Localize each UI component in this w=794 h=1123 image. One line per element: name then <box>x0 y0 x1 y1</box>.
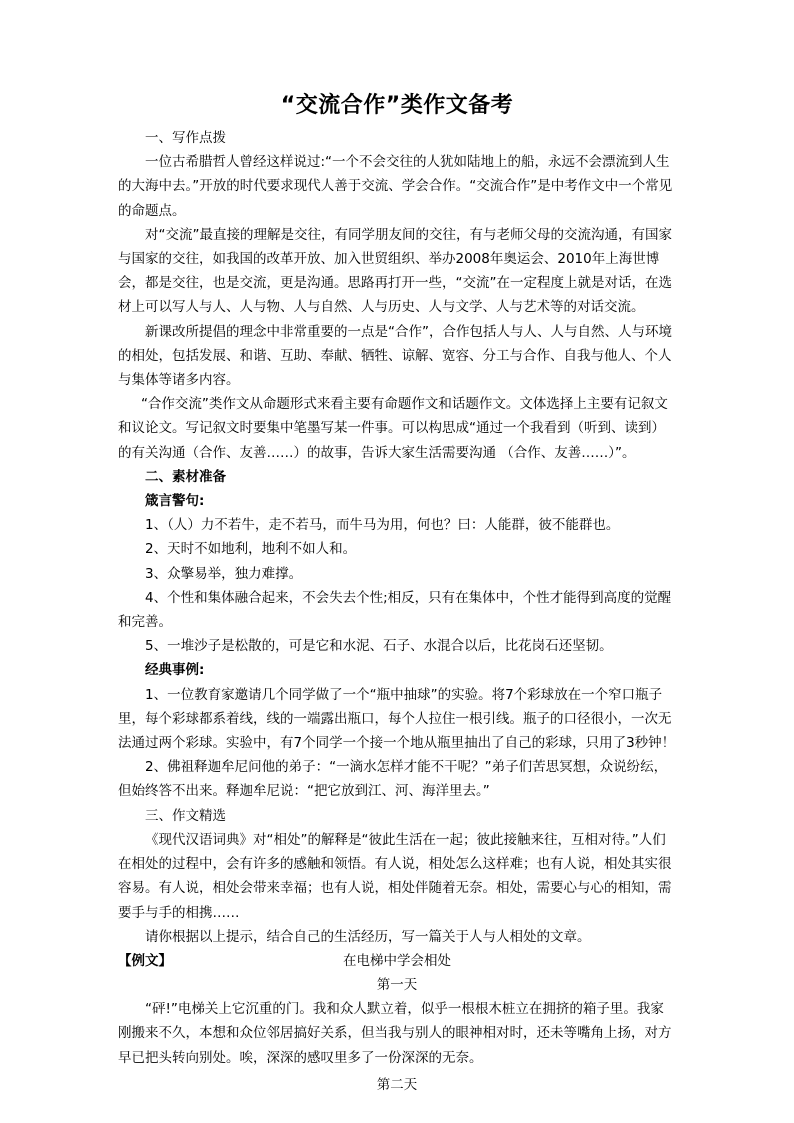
example-header-row <box>118 949 676 973</box>
section-heading-selected-essays: 三、作文精选 <box>145 807 226 824</box>
cases-heading: 经典事例: <box>145 662 205 679</box>
quotes-heading: 箴言警句: <box>145 493 205 510</box>
essay-paragraph-1: “砰!”电梯关上它沉重的门。我和众人默立着，似乎一根根木桩立在拥挤的箱子里。我家刚搬来不久，本想和众位邻居搞好关系，但当我与别人的眼神相对时，还未等嘴角上扬，对方早已把头转向别处。唉，深深的感叹里多了一份深深的无奈。 <box>118 1001 672 1066</box>
paragraph-communication: 对“交流”最直接的理解是交往，有同学朋友间的交往，有与老师父母的交流沟通，有国家与国家的交往，如我国的改革开放、加入世贸组织、举办2008年奥运会、2010年上海世博会，都是交往，也是交流，更是沟通。思路再打开一些，“交流”在一定程度上就是对话，在选材上可以写人与人、人与物、人与自然、人与历史、人与文学、人与艺术等的对话交流。 <box>118 226 672 316</box>
day-heading-2: 第二天 <box>376 1076 418 1093</box>
case-item-2: 2、佛祖释迦牟尼问他的弟子：“一滴水怎样才能不干呢？”弟子们苦思冥想，众说纷纭，但始终答不出来。释迦牟尼说：“把它放到江、河、海洋里去。” <box>118 759 668 800</box>
document-title: “交流合作”类作文备考 <box>280 93 514 118</box>
quote-item-4: 4、个性和集体融合起来，不会失去个性;相反，只有在集体中，个性才能得到高度的觉醒和完善。 <box>118 589 672 631</box>
paragraph-intro: 一位古希腊哲人曾经这样说过:“一个不会交往的人犹如陆地上的船，永远不会漂流到人生的大海中去。”开放的时代要求现代人善于交流、学会合作。“交流合作”是中考作文中一个常见的命题点。 <box>118 154 673 219</box>
paragraph-prompt: 请你根据以上提示，结合自己的生活经历，写一篇关于人与人相处的文章。 <box>145 928 591 945</box>
example-tag: 【例文】 <box>118 952 172 969</box>
day-heading-1: 第一天 <box>376 976 418 993</box>
quote-item-2: 2、天时不如地利，地利不如人和。 <box>145 541 357 558</box>
paragraph-cooperation: 新课改所提倡的理念中非常重要的一点是“合作”，合作包括人与人、人与自然、人与环境的相处，包括发展、和谐、互助、奉献、牺牲、谅解、宽容、分工与合作、自我与他人、个人与集体等诸多内容。 <box>118 323 672 389</box>
section-heading-writing-tips: 一、写作点拨 <box>145 130 226 146</box>
paragraph-definition: 《现代汉语词典》对“相处”的解释是“彼此生活在一起；彼此接触来往，互相对待。”人们在相处的过程中，会有许多的感触和领悟。有人说，相处怎么这样难；也有人说，相处其实很容易。有人说，相处会带来幸福；也有人说，相处伴随着无奈。相处，需要心与心的相知，需要手与手的相携…… <box>118 831 672 921</box>
quote-item-5: 5、一堆沙子是松散的，可是它和水泥、石子、水混合以后，比花岗石还坚韧。 <box>145 638 613 655</box>
document-body <box>118 126 676 1097</box>
quote-item-3: 3、众擎易举，独力难撑。 <box>145 565 303 582</box>
section-heading-materials: 二、素材准备 <box>145 468 226 485</box>
case-item-1: 1、一位教育家邀请几个同学做了一个“瓶中抽球”的实验。将7个彩球放在一个窄口瓶子里，每个彩球都系着线，线的一端露出瓶口，每个人拉住一根引线。瓶子的口径很小，一次无法通过两个彩球。实验中，有7个同学一个接一个地从瓶里抽出了自己的彩球，只用了3秒钟！ <box>118 686 676 752</box>
essay-title: 在电梯中学会相处 <box>343 952 451 969</box>
quote-item-1: 1、（人）力不若牛，走不若马，而牛马为用，何也？曰：人能群，彼不能群也。 <box>145 517 620 534</box>
paragraph-genre: “合作交流”类作文从命题形式来看主要有命题作文和话题作文。文体选择上主要有记叙文和议论文。写记叙文时要集中笔墨写某一件事。可以构思成“通过一个我看到（听到、读到）的有关沟通（合作、友善……）的故事，告诉大家生活需要沟通 （合作、友善……）”。 <box>118 396 668 461</box>
